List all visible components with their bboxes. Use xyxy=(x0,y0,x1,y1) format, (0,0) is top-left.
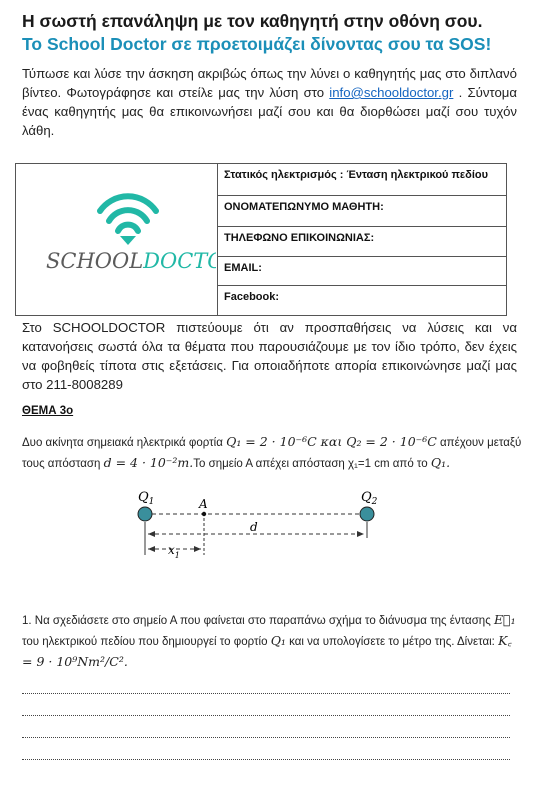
topic-label: Στατικός ηλεκτρισμός : Ένταση ηλεκτρικού πεδίου xyxy=(224,169,489,181)
distance-formula: d = 4 · 10⁻²m. xyxy=(103,455,194,470)
d-arrow-right-icon xyxy=(357,531,364,537)
name-label: ΟΝΟΜΑΤΕΠΩΝΥΜΟ ΜΑΘΗΤΗ: xyxy=(224,201,384,213)
student-info-card xyxy=(15,163,507,316)
intro-paragraph xyxy=(22,64,517,140)
question-text-3: και να υπολογίσετε το μέτρο της. Δίνεται: xyxy=(285,636,499,648)
point-a xyxy=(202,512,206,516)
section-heading: ΘΕΜΑ 3ο xyxy=(22,405,74,417)
logo-cell xyxy=(16,164,218,315)
svg-text:Q1 xyxy=(138,490,154,507)
e1-vector: E⃗₁ xyxy=(493,612,516,627)
charges-diagram xyxy=(0,480,553,570)
charge-q1 xyxy=(138,507,152,521)
email-row[interactable] xyxy=(217,257,506,286)
problem-text-1: Δυο ακίνητα σημειακά ηλεκτρικά φορτία xyxy=(22,437,227,449)
facebook-label: Facebook: xyxy=(224,291,280,303)
d-arrow-left-icon xyxy=(148,531,155,537)
q1-ref: Q₁ xyxy=(270,633,286,648)
info-paragraph: Στο SCHOOLDOCTOR πιστεύουμε ότι αν προσπαθήσεις να λύσεις και να κατανοήσεις σωστά όλα τα θέματα που παρουσιάζουμε με τον ίδιο τρόπο, δεν έχεις να φοβηθείς τίποτα στις εξετάσεις. Για οποιαδήποτε απορία επικοινώνησε μαζί μας στο 211-8008289 xyxy=(22,320,517,392)
answer-line-2[interactable] xyxy=(22,715,510,716)
schooldoctor-logo xyxy=(16,164,216,315)
intro-text: Τύπωσε και λύσε την άσκηση ακριβώς όπως την λύνει ο καθηγητής μας στο διπλανό βίντεο. Φωτογράφησε και στείλε μας την λύση στο xyxy=(22,66,517,100)
logo-school-text: SCHOOL xyxy=(46,249,144,273)
question-1 xyxy=(22,610,522,673)
kc-formula: K꜀ = 9 · 10⁹Nm²/C². xyxy=(22,633,512,669)
facebook-row[interactable] xyxy=(217,286,506,315)
topic-row xyxy=(217,164,506,196)
q1-subscript: 1 xyxy=(148,497,155,507)
answer-line-3[interactable] xyxy=(22,737,510,738)
charges-formula: Q₁ = 2 · 10⁻⁶C και Q₂ = 2 · 10⁻⁶C xyxy=(226,434,437,449)
q2-label: Q xyxy=(361,490,372,505)
question-text-1: 1. Να σχεδιάσετε στο σημείο Α που φαίνεται στο παραπάνω σχήμα το διάνυσμα της έντασης xyxy=(22,615,494,627)
problem-statement xyxy=(22,432,522,474)
charge-q2 xyxy=(360,507,374,521)
x1-label: x xyxy=(168,543,175,557)
phone-row[interactable] xyxy=(217,227,506,257)
x1-arrow-right-icon xyxy=(194,546,201,552)
q2-subscript: 2 xyxy=(371,497,378,507)
x1-arrow-left-icon xyxy=(148,546,155,552)
svg-text:SCHOOLDOCTOR xyxy=(46,249,216,273)
header-title: Η σωστή επανάληψη με τον καθηγητή στην οθόνη σου. xyxy=(22,11,483,31)
wifi-arc-inner xyxy=(118,225,138,231)
answer-line-4[interactable] xyxy=(22,759,510,760)
wifi-arc-middle xyxy=(109,210,147,221)
svg-text:Q2 xyxy=(361,490,378,507)
q1-symbol: Q₁. xyxy=(430,455,451,470)
problem-text-3: Το σημείο Α απέχει απόσταση χ₁=1 cm από το xyxy=(193,458,431,470)
question-text-2: του ηλεκτρικού πεδίου που δημιουργεί το φορτίο xyxy=(22,636,271,648)
info-rows xyxy=(217,164,506,315)
intro-text-end: . Σύντομα ένας καθηγητής μας θα επικοινωνήσει μαζί σου και θα διορθώσει μαζί σου τυχόν λάθη. xyxy=(22,85,517,138)
problem-text-2: απέχουν μεταξύ τους απόσταση xyxy=(22,437,522,470)
email-label: EMAIL: xyxy=(224,262,262,274)
answer-line-1[interactable] xyxy=(22,693,510,694)
point-a-label: A xyxy=(199,497,208,511)
wifi-point-icon xyxy=(120,236,136,245)
logo-doctor-text: DOCT xyxy=(143,249,208,273)
phone-label: ΤΗΛΕΦΩΝΟ ΕΠΙΚΟΙΝΩΝΙΑΣ: xyxy=(224,232,375,244)
name-row[interactable] xyxy=(217,196,506,227)
svg-text:x1 xyxy=(168,543,180,560)
q1-label: Q xyxy=(138,490,149,505)
email-link[interactable]: info@schooldoctor.gr xyxy=(329,85,454,100)
header-subtitle: Το School Doctor σε προετοιμάζει δίνοντας σου τα SOS! xyxy=(22,34,492,54)
d-label: d xyxy=(250,520,258,534)
x1-subscript: 1 xyxy=(174,551,180,560)
